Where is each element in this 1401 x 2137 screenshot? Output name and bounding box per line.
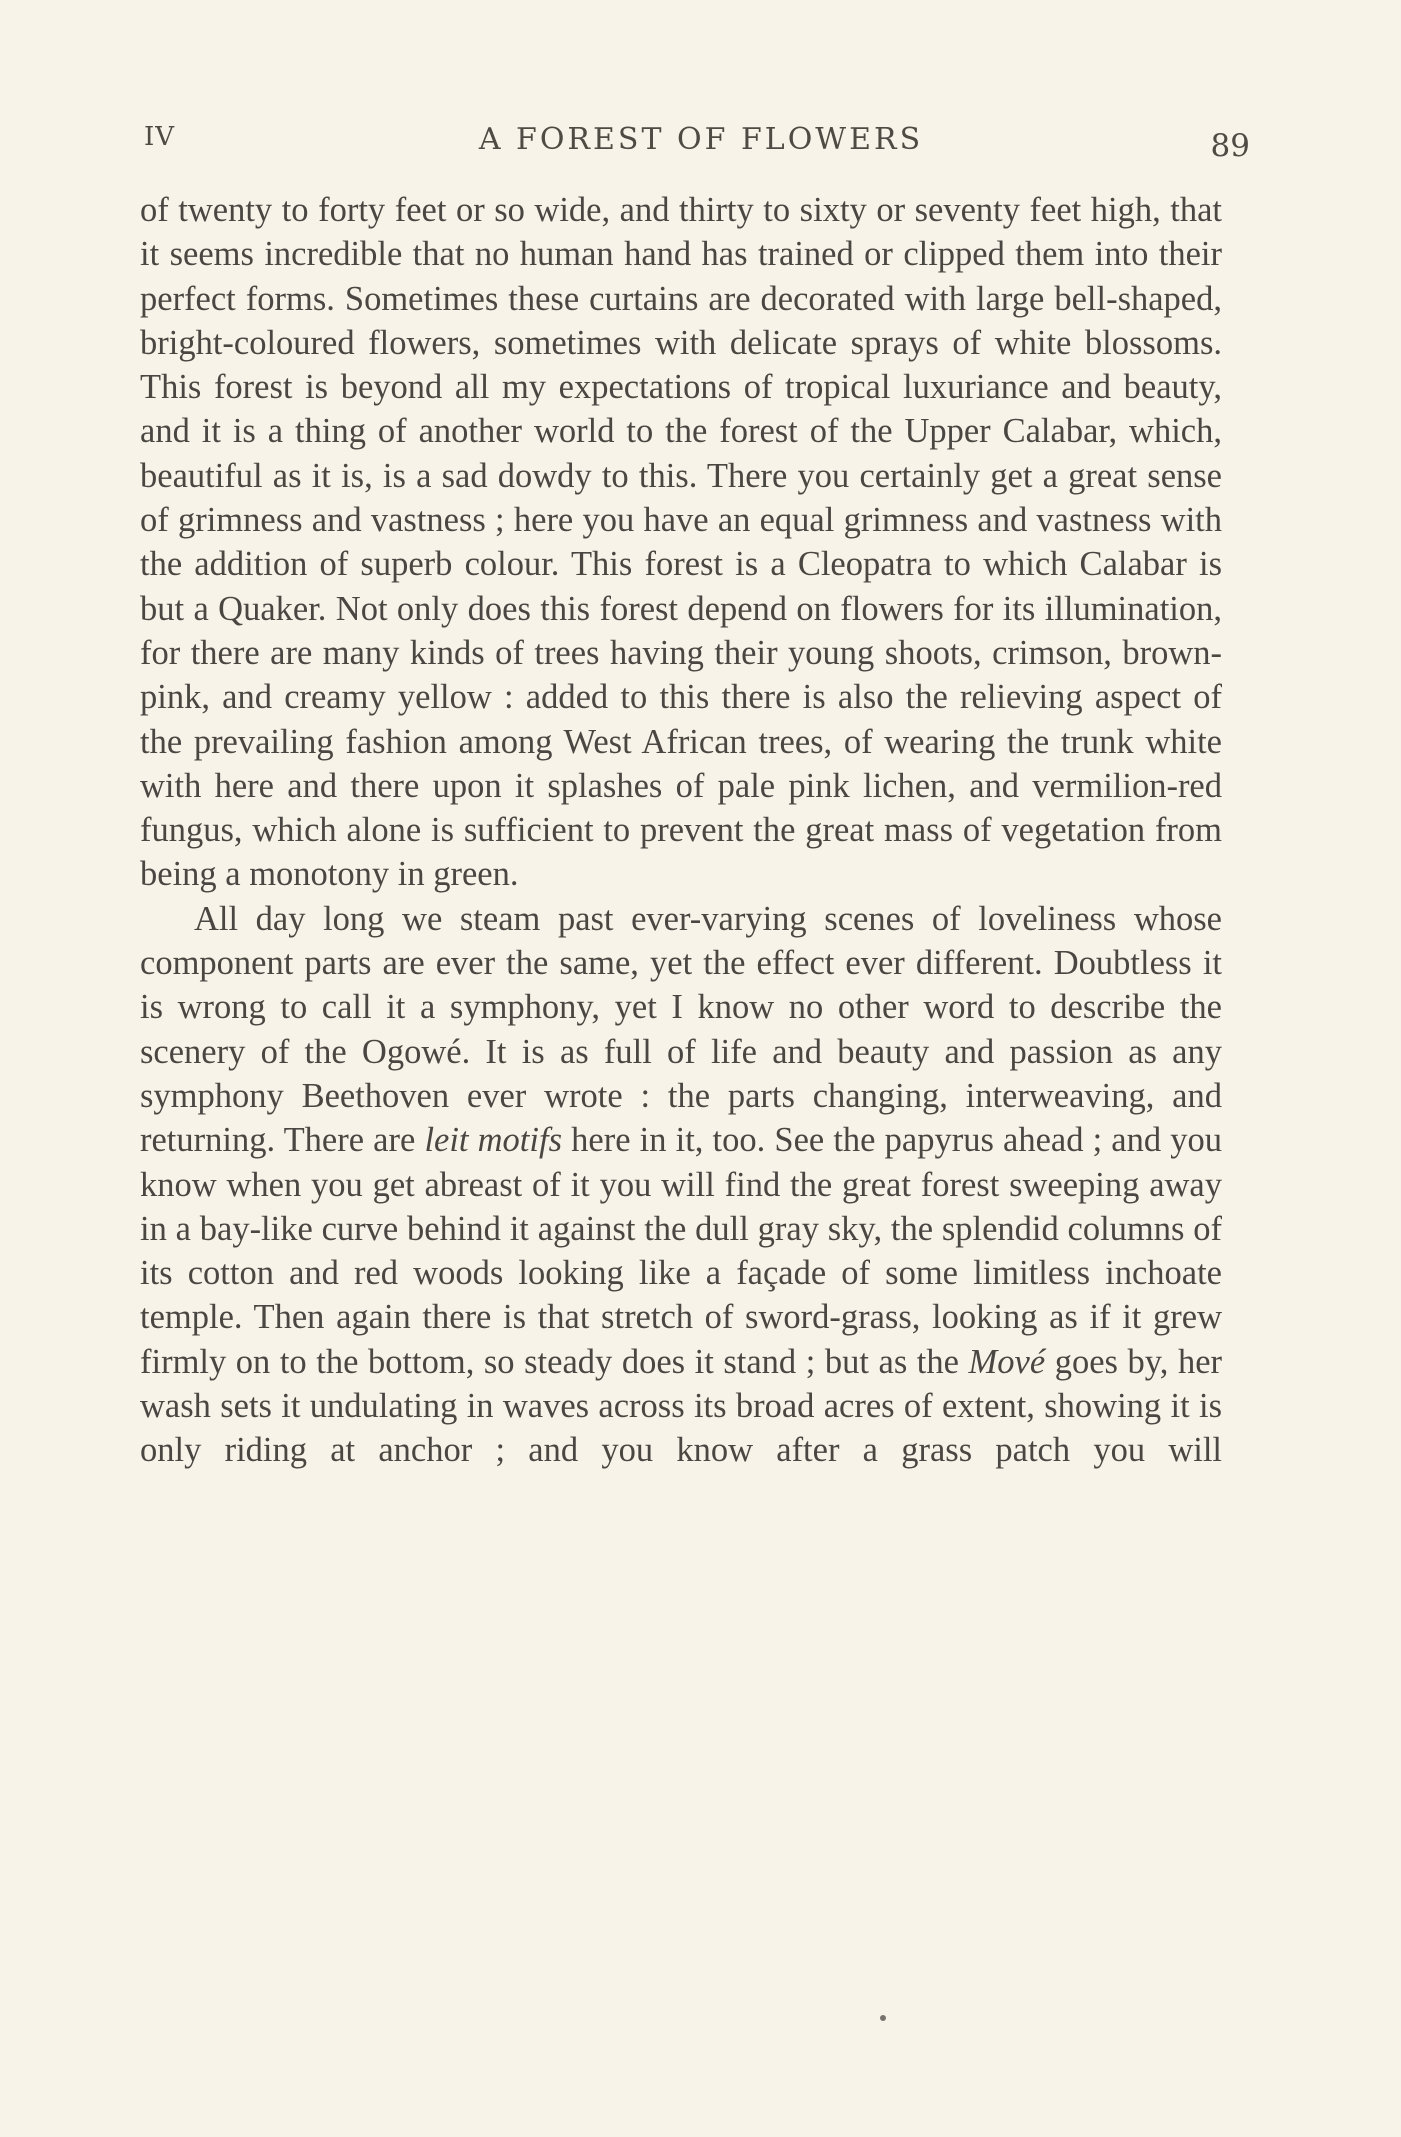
- running-head: [140, 116, 1262, 166]
- paragraph-2-part-b: here in it, too. See the papyrus ahead ; and you know when you get abreast of it you will find the great forest sweeping away in a bay-like curve behind it against the dull gray sky, the splendid columns of its cotton and red woods looking like a façade of some limitless inchoate temple. Then again there is that stretch of sword-grass, looking as if it grew firmly on to the bottom, so steady does it stand ; but as the: [140, 1121, 1223, 1381]
- paragraph-2-part-a: All day long we steam past ever-varying scenes of loveliness whose component parts are ever the same, yet the effect ever different. Doubtless it is wrong to call it a symphony, yet I know no other word to describe the scenery of the Ogowé. It is as full of life and beauty and passion as any symphony Beethoven ever wrote : the parts changing, interweaving, and returning. There are: [140, 899, 1222, 1160]
- print-mark: [880, 2015, 886, 2021]
- chapter-title: A FOREST OF FLOWERS: [478, 122, 924, 157]
- paragraph-2: [140, 897, 1222, 1473]
- italic-leit-motifs: leit motifs: [424, 1121, 562, 1160]
- page-number: 89: [1210, 128, 1250, 164]
- body-text: [140, 188, 1222, 1473]
- paragraph-2-part-c: goes by, her wash sets it undulating in waves across its broad acres of extent, showing it is only riding at anchor ; and you know after a grass patch you will: [140, 1342, 1222, 1470]
- chapter-number: IV: [144, 122, 176, 152]
- italic-ship-name: Mové: [968, 1342, 1046, 1381]
- paragraph-1: of twenty to forty feet or so wide, and thirty to sixty or seventy feet high, that it seems incredible that no human hand has trained or clipped them into their perfect forms. Sometimes these curtains are decorated with large bell-shaped, bright-coloured flowers, sometimes with delicate sprays of white blossoms. This forest is beyond all my expectations of tropical luxuriance and beauty, and it is a thing of another world to the forest of the Upper Calabar, which, beautiful as it is, is a sad dowdy to this. There you certainly get a great sense of grimness and vastness ; here you have an equal grimness and vastness with the addition of superb colour. This forest is a Cleopatra to which Calabar is but a Quaker. Not only does this forest depend on flowers for its illumination, for there are many kinds of trees having their young shoots, crimson, brown-pink, and creamy yellow : added to this there is also the relieving aspect of the prevailing fashion among West African trees, of wearing the trunk white with here and there upon it splashes of pale pink lichen, and vermilion-red fungus, which alone is sufficient to prevent the great mass of vegetation from being a monotony in green.: [140, 191, 1222, 894]
